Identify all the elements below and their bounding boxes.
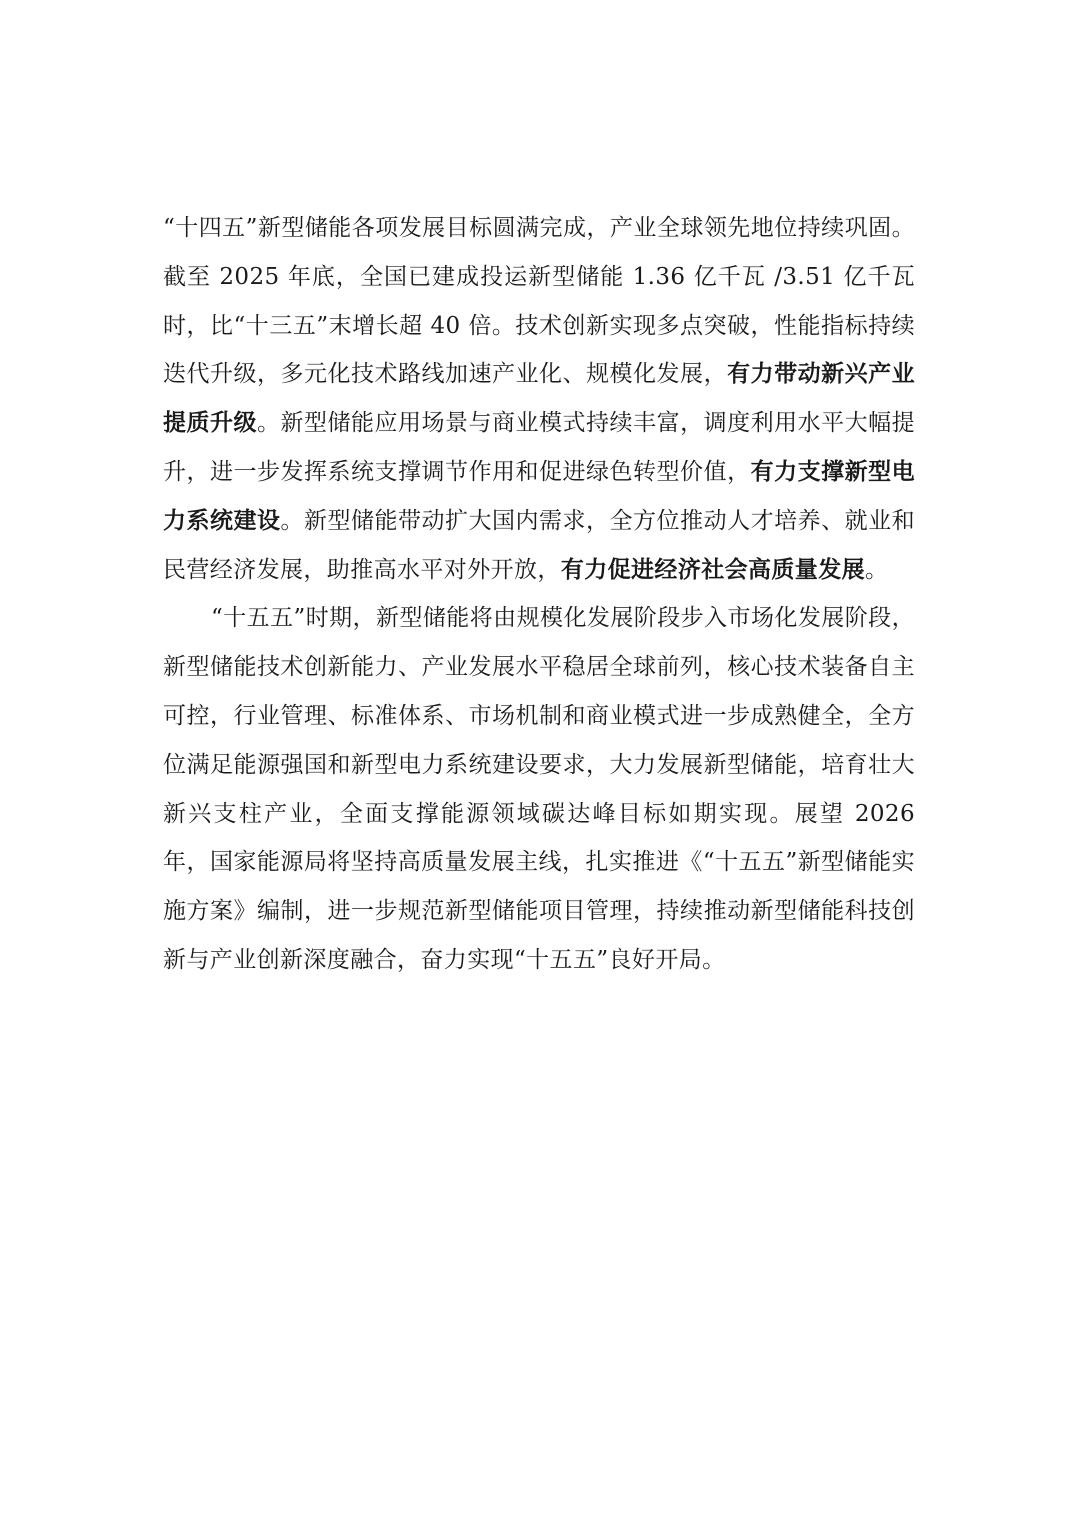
text-segment: 。新型储能应用场景与商业模式持续丰富，调度利用水平大幅提升，进一步发挥系统支撑调节作用和促进绿色转型价值， [163, 410, 915, 485]
text-segment: “十五五”时期，新型储能将由规模化发展阶段步入市场化发展阶段，新型储能技术创新能力、产业发展水平稳居全球前列，核心技术装备自主可控，行业管理、标准体系、市场机制和商业模式进一步成熟健全，全方位满足能源强国和新型电力系统建设要求，大力发展新型储能，培育壮大新兴支柱产业，全面支撑能源领域碳达峰目标如期实现。展望 2026 年，国家能源局将坚持高质量发展主线，扎实推进《“十五五”新型储能实施方案》编制，进一步规范新型储能项目管理，持续推动新型储能科技创新与产业创新深度融合，奋力实现“十五五”良好开局。 [163, 605, 915, 973]
text-segment: 。 [865, 556, 889, 583]
paragraph-achievements [163, 204, 915, 594]
document-page [163, 204, 915, 985]
bold-highlight: 有力支撑新型电力系统建设 [163, 458, 915, 534]
bold-highlight: 有力促进经济社会高质量发展 [560, 556, 866, 583]
bold-highlight: 有力带动新兴产业提质升级 [163, 361, 915, 437]
text-segment: 。新型储能带动扩大国内需求，全方位推动人才培养、就业和民营经济发展，助推高水平对外开放， [163, 507, 915, 583]
paragraph-outlook [163, 594, 915, 984]
text-segment: “十四五”新型储能各项发展目标圆满完成，产业全球领先地位持续巩固。截至 2025 年底，全国已建成投运新型储能 1.36 亿千瓦 /3.51 亿千瓦时，比“十三五”末增长超 40 倍。技术创新实现多点突破，性能指标持续迭代升级，多元化技术路线加速产业化、规模化发展， [163, 215, 915, 388]
